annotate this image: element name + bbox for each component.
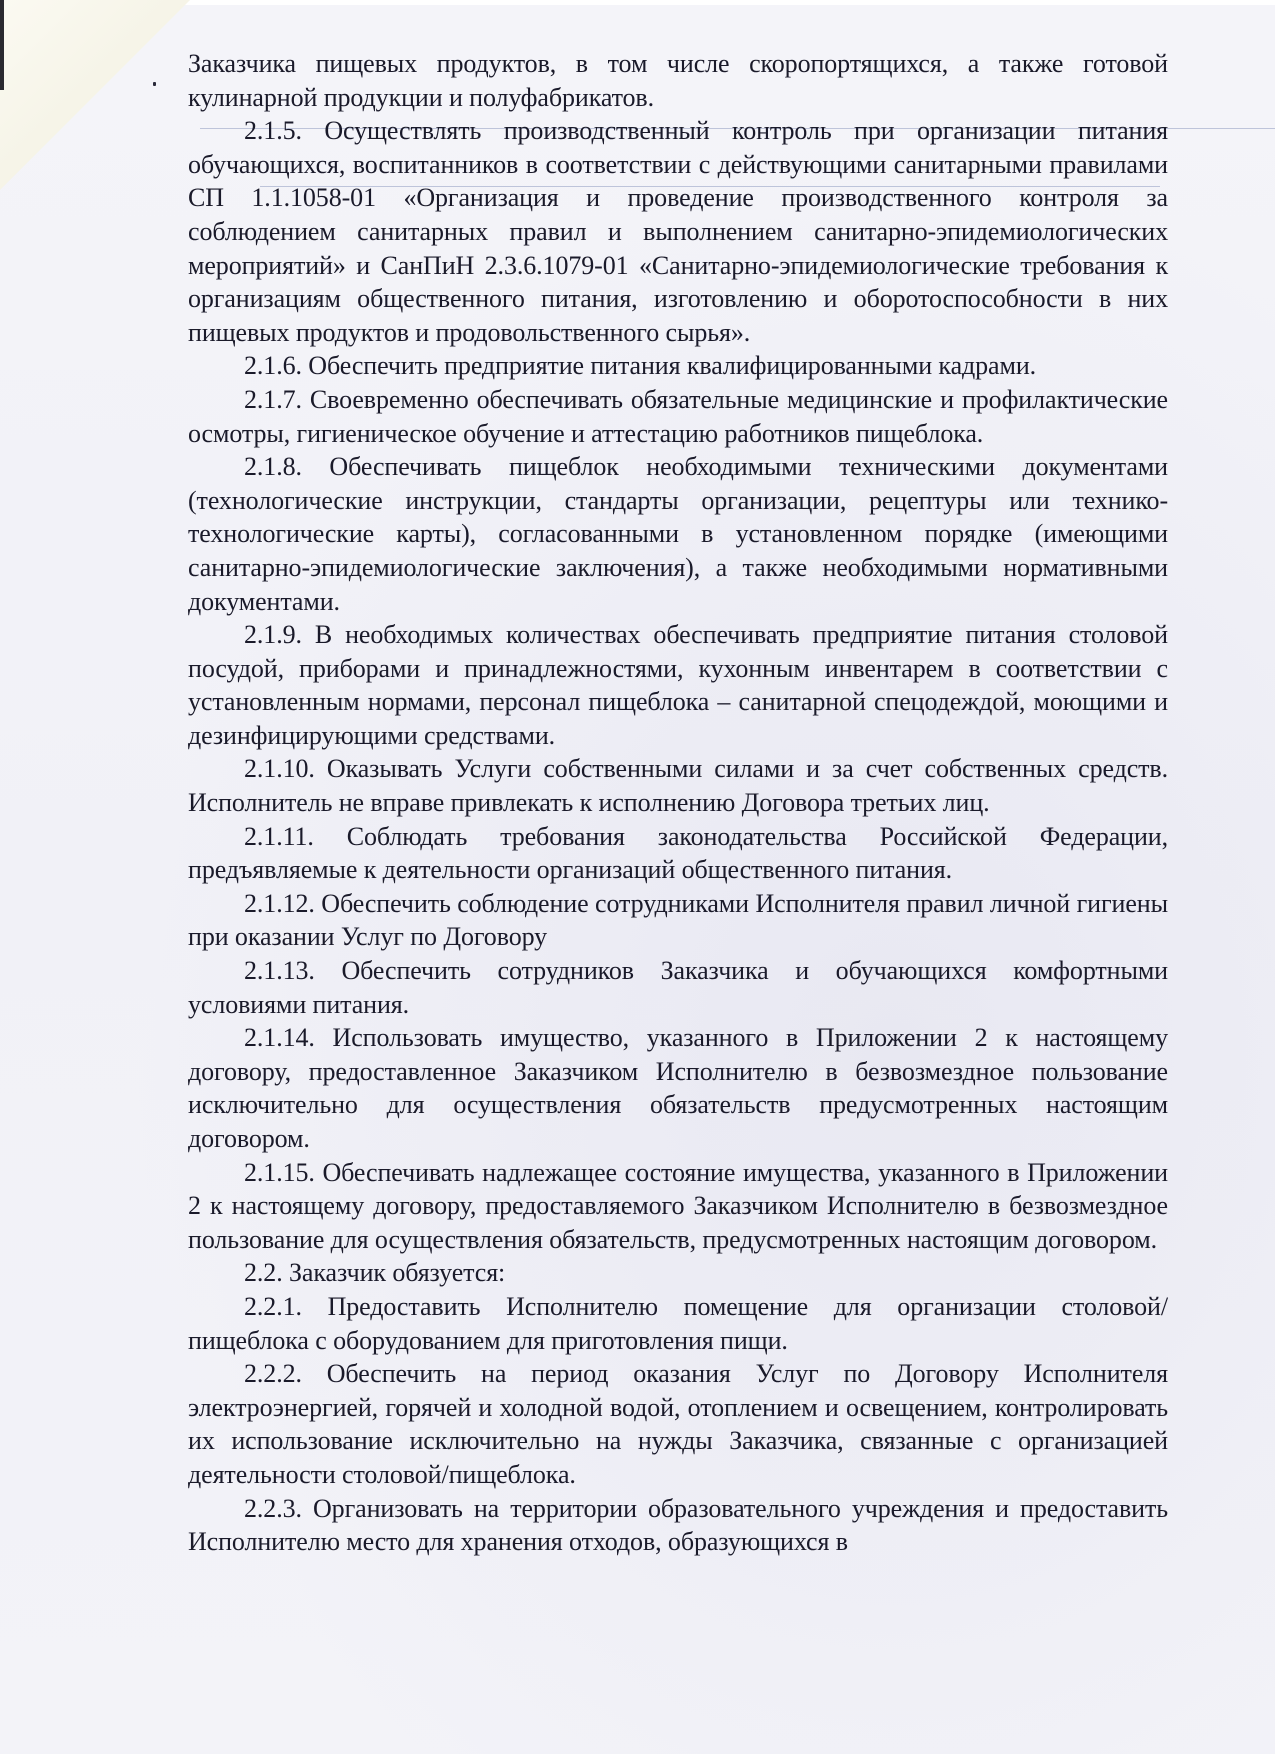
scan-speck	[153, 82, 156, 86]
clause-2-1-7: 2.1.7. Своевременно обеспечивать обязательные медицинские и профилактические осмотры, гигиеническое обучение и аттестацию работников пищеблока.	[188, 384, 1168, 448]
clause-2-1-13: 2.1.13. Обеспечить сотрудников Заказчика и обучающихся комфортными условиями питания.	[188, 956, 1168, 1019]
clause-2-1-9: 2.1.9. В необходимых количествах обеспечивать предприятие питания столовой посудой, приборами и принадлежностями, кухонным инвентарем в соответствии с установленным нормами, персонал пищеблока – санитарной спецодеждой, моющими и дезинфицирующими средствами.	[188, 620, 1168, 750]
paragraph-continuation: Заказчика пищевых продуктов, в том числе скоропортящихся, а также готовой кулинарной продукции и полуфабрикатов.	[188, 49, 1168, 112]
folded-corner	[0, 0, 190, 190]
clause-2-1-11: 2.1.11. Соблюдать требования законодательства Российской Федерации, предъявляемые к деятельности организаций общественного питания.	[188, 821, 1168, 885]
clause-2-1-6: 2.1.6. Обеспечить предприятие питания квалифицированными кадрами.	[244, 351, 1037, 381]
clause-2-1-14: 2.1.14. Использовать имущество, указанного в Приложении 2 к настоящему договору, предоставленное Заказчиком Исполнителю в безвозмездное пользование исключительно для осуществления обязательств предусмотренных настоящим договором.	[188, 1023, 1168, 1153]
scan-top-edge	[0, 0, 1275, 5]
clause-2-2-1: 2.2.1. Предоставить Исполнителю помещение для организации столовой/пищеблока с оборудованием для приготовления пищи.	[188, 1291, 1168, 1355]
clause-2-1-10: 2.1.10. Оказывать Услуги собственными силами и за счет собственных средств. Исполнитель не вправе привлекать к исполнению Договора третьих лиц.	[188, 754, 1168, 818]
clause-2-1-15: 2.1.15. Обеспечивать надлежащее состояние имущества, указанного в Приложении 2 к настоящему договору, предоставляемого Заказчиком Исполнителю в безвозмездное пользование для осуществления обязательств, предусмотренных настоящим договором.	[188, 1157, 1168, 1254]
clause-2-2-2: 2.2.2. Обеспечить на период оказания Услуг по Договору Исполнителя электроэнергией, горячей и холодной водой, отоплением и освещением, контролировать их использование исключительно на нужды Заказчика, связанные с организацией деятельности столовой/пищеблока.	[188, 1359, 1168, 1489]
document-body	[188, 47, 1168, 1559]
clause-2-1-12: 2.1.12. Обеспечить соблюдение сотрудниками Исполнителя правил личной гигиены при оказании Услуг по Договору	[188, 888, 1168, 952]
scan-left-edge	[0, 0, 4, 90]
clause-2-1-8: 2.1.8. Обеспечивать пищеблок необходимыми техническими документами (технологические инструкции, стандарты организации, рецептуры или технико-технологические карты), согласованными в установленном порядке (имеющими санитарно-эпидемиологические заключения), а также необходимыми нормативными документами.	[188, 452, 1168, 616]
section-2-2-heading: 2.2. Заказчик обязуется:	[244, 1258, 506, 1288]
clause-2-2-3: 2.2.3. Организовать на территории образовательного учреждения и предоставить Исполнителю место для хранения отходов, образующихся в	[188, 1493, 1168, 1557]
clause-2-1-5: 2.1.5. Осуществлять производственный контроль при организации питания обучающихся, воспитанников в соответствии с действующими санитарными правилами СП 1.1.1058-01 «Организация и проведение производственного контроля за соблюдением санитарных правил и выполнением санитарно-эпидемиологических мероприятий» и СанПиН 2.3.6.1079-01 «Санитарно-эпидемиологические требования к организациям общественного питания, изготовлению и оборотоспособности в них пищевых продуктов и продовольственного сырья».	[188, 116, 1168, 347]
